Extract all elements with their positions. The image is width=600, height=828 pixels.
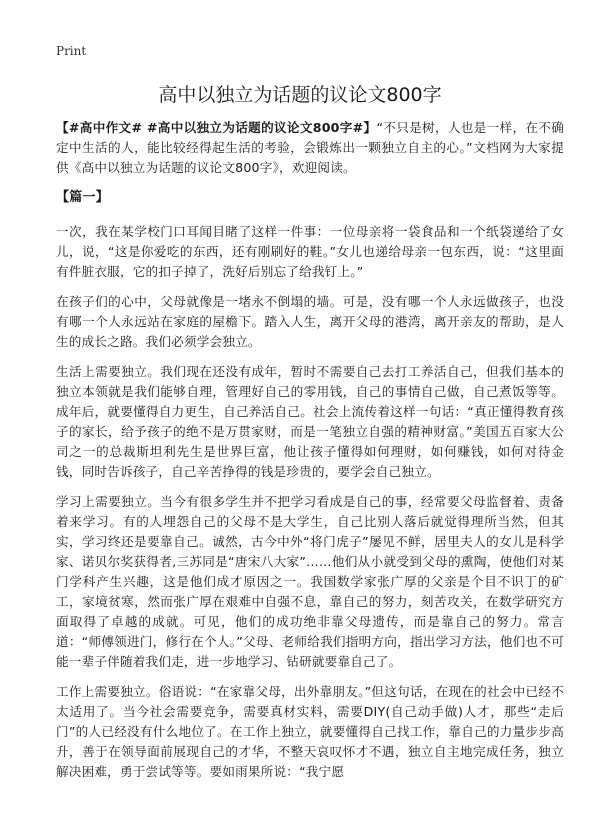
page-title: 高中以独立为话题的议论文800字	[158, 84, 442, 106]
paragraph: 在孩子们的心中，父母就像是一堵永不倒塌的墙。可是，没有哪一个人永远做孩子，也没有哪一个人永远站在家庭的屋檐下。踏入人生，离开父母的港湾，离开亲友的帮助，是人生的成长之路。我们必须学会独立。	[56, 294, 564, 349]
paragraph: 生活上需要独立。我们现在还没有成年，暂时不需要自己去打工养活自己，但我们基本的独立本领就是我们能够自理，管理好自己的零用钱，自己的事情自己做，自己煮饭等等。成年后，就要懂得自力更生，自己养活自己。社会上流传着这样一句话：“真正懂得教育孩子的家长，给予孩子的绝不是万贯家财，而是一笔独立自强的精神财富。”美国五百家大公司之一的总裁斯坦利先生是世界巨富，他让孩子懂得如何理财，如何赚钱，如何对待金钱，同时告诉孩子，自己辛苦挣得的钱是珍贵的，要学会自己独立。	[56, 364, 564, 479]
intro-tag: 【#高中作文# #高中以独立为话题的议论文800字#】	[56, 120, 377, 135]
article-body	[56, 118, 564, 792]
intro-text: “不只是树，人也是一样，在不确定中生活的人，能比较经得起生活的考验，会锻炼出一颗独立自主的心。”文档网为大家提供《高中以独立为话题的议论文800字》，欢迎阅读。	[56, 120, 564, 175]
paragraph: 工作上需要独立。俗语说：“在家靠父母，出外靠朋友。”但这句话，在现在的社会中已经不太适用了。当今社会需要竞争，需要真材实料，需要DIY(自己动手做)人才，那些“走后门”的人已经没有什么地位了。在工作上独立，就要懂得自己找工作，靠自己的力量步步高升，善于在领导面前展现自己的才华，不整天哀叹怀才不遇，独立自主地完成任务，独立解决困难，勇于尝试等等。要如雨果所说：“我宁愿	[56, 684, 564, 779]
paragraph: 学习上需要独立。当今有很多学生并不把学习看成是自己的事，经常要父母监督着、责备着来学习。有的人埋怨自己的父母不是大学生，自己比别人落后就觉得理所当然，但其实，学习终还是要靠自己。诚然，古今中外“将门虎子”屡见不鲜，居里夫人的女儿是科学家、诺贝尔奖获得者,三苏同是“唐宋八大家”……他们从小就受到父母的熏陶，使他们对某门学科产生兴趣，这是他们成才原因之一。我国数学家张广厚的父亲是个目不识丁的矿工，家境贫寒，然而张广厚在艰难中自强不息，靠自己的努力，刻苦攻关，在数学研究方面取得了卓越的成就。可见，他们的成功绝非靠父母遗传，而是靠自己的努力。常言道：“师傅领进门，修行在个人。”父母、老师给我们指明方向，指出学习方法，他们也不可能一辈子伴随着我们走，进一步地学习、钻研就要靠自己了。	[56, 494, 564, 669]
section-header: 【篇一】	[56, 190, 109, 205]
intro-paragraph	[56, 118, 564, 178]
print-link[interactable]: Print	[56, 44, 87, 58]
paragraph: 一次，我在某学校门口耳闻目睹了这样一件事：一位母亲将一袋食品和一个纸袋递给了女儿，说，“这是你爱吃的东西，还有刚刷好的鞋。”女儿也递给母亲一包东西，说：“这里面有件脏衣服，它的扣子掉了，洗好后别忘了给我钉上。”	[56, 224, 564, 279]
